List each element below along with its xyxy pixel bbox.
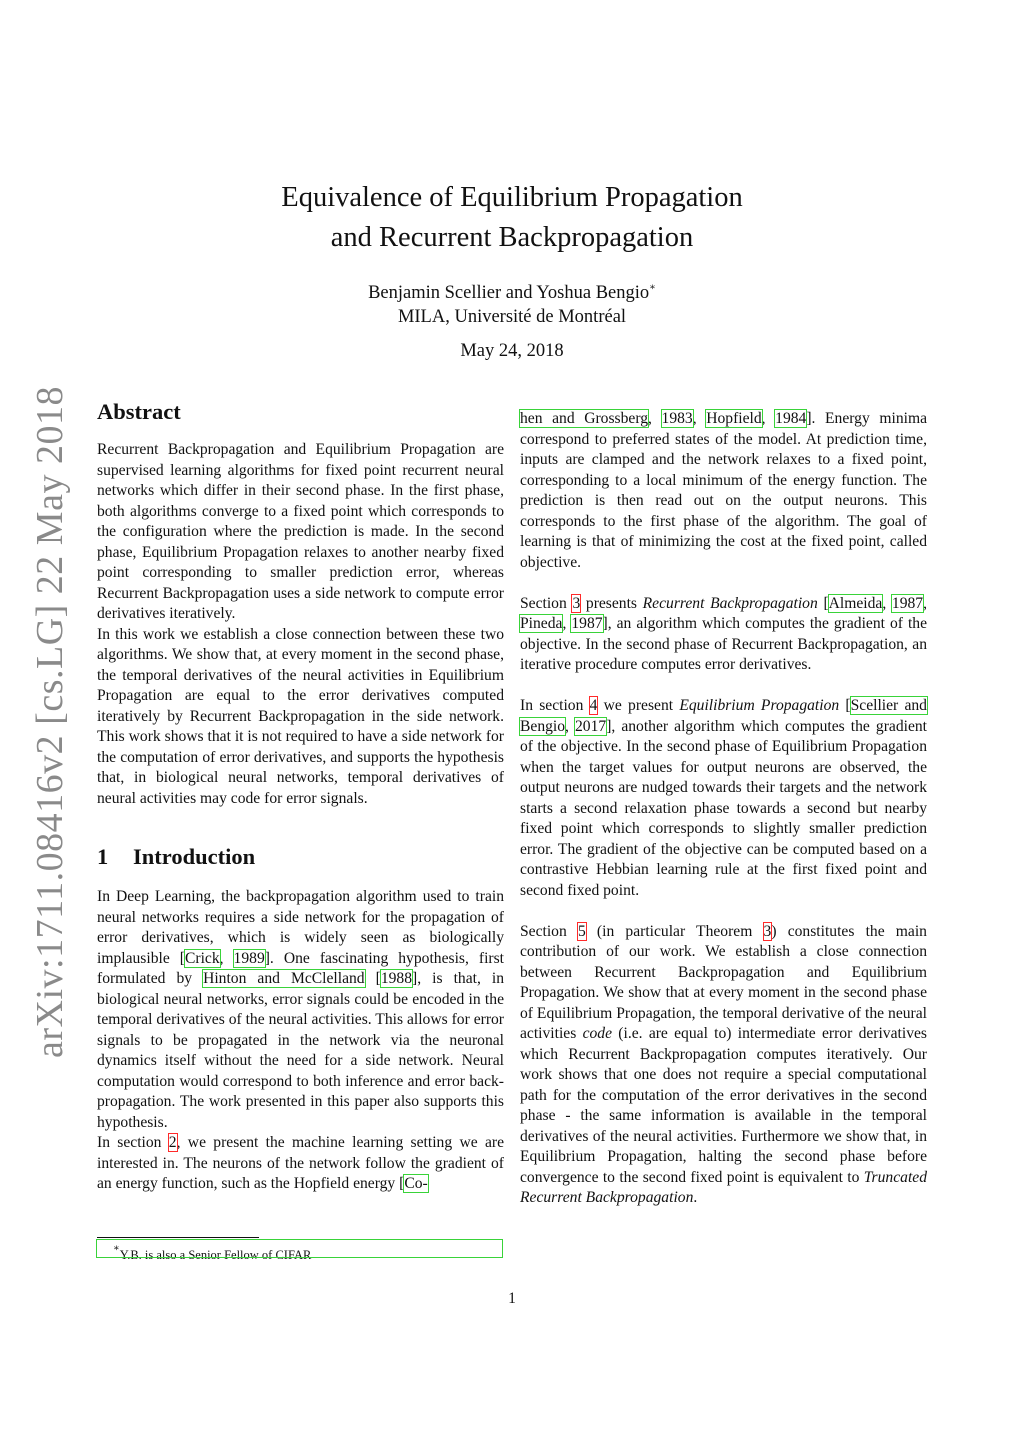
citation-link-crick[interactable]: Crick [184,949,220,967]
citation-link-pineda-year[interactable]: 1987 [571,615,603,632]
abstract-heading: Abstract [97,399,181,424]
citation-link-hinton[interactable]: Hinton and McClelland [203,970,365,987]
theorem-ref-link-3[interactable]: 3 [763,922,772,940]
citation-link-crick-year[interactable]: 1989 [233,949,265,967]
abstract-paragraph-2: In this work we establish a close connection between these two algorithms. We show that, at every moment in the second phase, the temporal derivatives of the neural activities in Equilibrium Propagation are equal to the error derivatives computed iteratively by Recurrent Backpropagation in the side network. This work shows that it is not required to have a side network for the computation of error derivatives, and supports the hypothesis that, in biological neural networks, temporal derivatives of neural activities may code for error signals. [97,625,504,807]
authors [0,276,1024,305]
affiliation: MILA, Université de Montréal [397,307,627,327]
section-ref-link-4[interactable]: 4 [589,697,598,714]
section-number: 1 [97,844,109,869]
page-number: 1 [508,1290,516,1307]
citation-link-hinton-year[interactable]: 1988 [380,970,413,987]
left-column [97,398,504,1195]
intro-paragraph-5: Section 5 (in particular Theorem 3) constitutes the main contribution of our work. We establish a close connection between Recurrent Backpropagation and Equilibrium Propagation. We show that at every moment in the second phase of Equilibrium Propagation, the temporal derivative of the neural activities code (i.e. are equal to) intermediate error derivatives which Recurrent Backpropagation computes iteratively. Our work shows that one does not require a special computational path for the computation of the error derivatives in the second phase - the same information is available in the temporal derivatives of the neural activities. Furthermore we show that, in Equilibrium Propagation, halting the second phase before convergence to the second fixed point is equivalent to Truncated Recurrent Backpropagation. [520,922,927,1206]
footnote-rule [97,1237,259,1238]
footnote[interactable] [97,1240,502,1262]
date: May 24, 2018 [460,341,564,361]
section-ref-link-3[interactable]: 3 [572,594,581,612]
title-line-2: and Recurrent Backpropagation [330,222,694,253]
section-ref-link-5[interactable]: 5 [577,922,586,940]
intro-paragraph-2-continued: hen and Grossberg, 1983, Hopfield, 1984]. Energy minima correspond to preferred states of the model. At prediction time, inputs are clamped and the network relaxes to a fixed point, corresponding to a local minimum of the energy function. The prediction is then read out on the output neurons. This corresponds to the first phase of the algorithm. The goal of learning is that of minimizing the cost at the fixed point, called objective. [520,410,928,571]
author-block [0,276,1024,329]
paper-title [0,178,1024,258]
author-names: Benjamin Scellier and Yoshua Bengio [368,283,650,303]
citation-link-cohen-year[interactable]: 1983 [661,410,693,427]
citation-link-cohen-grossberg[interactable]: hen and Grossberg [520,410,649,427]
title-line-1: Equivalence of Equilibrium Propagation [281,182,743,213]
citation-link-scellier-bengio[interactable]: Scellier and Bengio [520,697,927,735]
introduction-heading [97,843,504,871]
section-title: Introduction [133,844,256,869]
footnote-mark: ∗ [113,1243,120,1254]
right-column [520,409,927,1209]
intro-paragraph-3: Section 3 presents Recurrent Backpropagation [Almeida, 1987, Pineda, 1987], an algorithm which computes the gradient of the objective. In the second phase of Recurrent Backpropagation, an iterative procedure computes error derivatives. [520,594,928,673]
intro-paragraph-4: In section 4 we present Equilibrium Propagation [Scellier and Bengio, 2017], another algorithm which computes the gradient of the objective. In the second phase of Equilibrium Propagation when the target values for output neurons are observed, the output neurons are nudged towards their targets and the network starts a second relaxation phase towards a second but nearby fixed point which corresponds to slightly smaller prediction error. The gradient of the objective can be computed based on a contrastive Hebbian learning rule at the first fixed point and second fixed point. [520,697,927,899]
citation-link-hopfield-year[interactable]: 1984 [775,410,807,427]
intro-paragraph-2: In section 2, we present the machine learning setting we are interested in. The neurons of the network follow the gradient of an energy function, such as the Hopfield energy [Co- [97,1134,504,1192]
section-ref-link-2[interactable]: 2 [168,1134,177,1151]
citation-link-almeida[interactable]: Almeida [828,594,883,612]
author-footnote-mark[interactable]: ∗ [649,282,656,293]
intro-paragraph-1: In Deep Learning, the backpropagation algorithm used to train neural networks requires a side network for the propagation of error derivatives, which is widely seen as biologically implausible [Crick, 1989]. One fascinating hypothesis, first formulated by Hinton and McClelland [1988], is that, in biological neural networks, error signals could be encoded in the temporal derivatives of the neural activities. This allows for error signals to be propagated in the network via the neuronal dynamics itself without the need for a side network. Neural computation would correspond to both inference and error back-propagation. The work presented in this paper also supports this hypothesis. [97,888,505,1131]
arxiv-identifier-stamp: arXiv:1711.08416v2 [cs.LG] 22 May 2018 [29,386,71,1058]
abstract-paragraph-1: Recurrent Backpropagation and Equilibrium Propagation are supervised learning algorithms for fixed point recurrent neural networks which differ in their second phase. In the first phase, both algorithms converge to a fixed point which corresponds to the configuration where the prediction is made. In the second phase, Equilibrium Propagation relaxes to another nearby fixed point corresponding to smaller prediction error, whereas Recurrent Backpropagation uses a side network to compute error derivatives iteratively. [97,441,504,622]
citation-link-cohen[interactable]: Co- [404,1175,428,1192]
footnote-text: Y.B. is also a Senior Fellow of CIFAR [119,1248,312,1262]
citation-link-almeida-year[interactable]: 1987 [891,594,924,612]
citation-link-scellier-year[interactable]: 2017 [575,717,607,735]
citation-link-hopfield[interactable]: Hopfield [706,410,762,427]
citation-link-pineda[interactable]: Pineda [520,615,563,632]
